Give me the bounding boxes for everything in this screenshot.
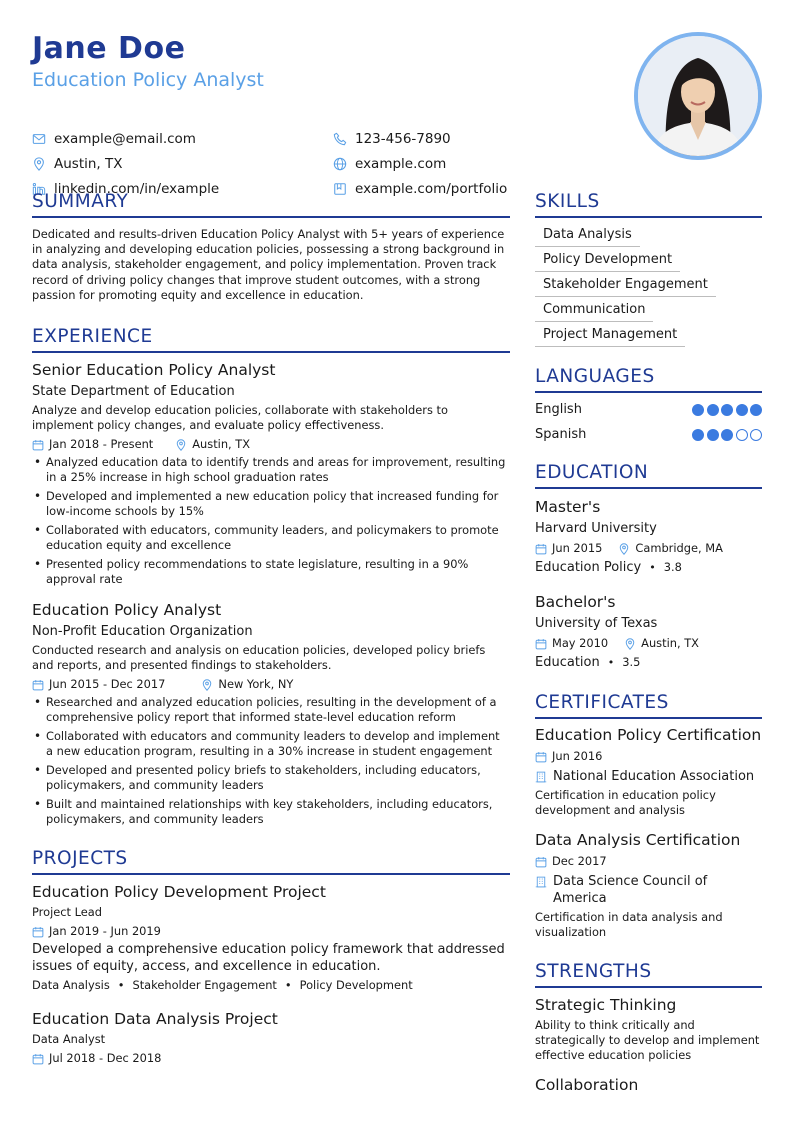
- project-description: Developed a comprehensive education policy framework that addressed issues of equity, access, and excellence in education.: [32, 942, 505, 975]
- project-entry: [32, 1009, 510, 1066]
- school: Harvard University: [535, 521, 657, 536]
- empty-dot: [736, 429, 748, 441]
- location-pin-icon: [175, 439, 187, 451]
- proficiency-rating: [690, 404, 763, 416]
- job-description: Conducted research and analysis on education policies, developed policy briefs and reports, and presented findings to stakeholders.: [32, 643, 486, 673]
- education-field: Education • 3.5: [535, 655, 641, 670]
- strength-title: Strategic Thinking: [535, 996, 677, 1014]
- certificate-title: Education Policy Certification: [535, 726, 762, 744]
- job-organization: Non-Profit Education Organization: [32, 624, 253, 640]
- education-meta: [535, 636, 762, 651]
- certificate-description: Certification in education policy development and analysis: [535, 788, 716, 817]
- graduation-date: Jun 2015: [552, 541, 603, 555]
- phone-icon: [333, 132, 347, 146]
- candidate-name: Jane Doe: [32, 31, 186, 66]
- proficiency-rating: [690, 429, 763, 441]
- building-icon: [535, 771, 547, 783]
- project-dates: Jan 2019 - Jun 2019: [49, 924, 161, 939]
- location-pin-icon: [32, 157, 46, 171]
- skills-list: [535, 224, 762, 347]
- project-meta: [32, 1051, 510, 1066]
- filled-dot: [692, 429, 704, 441]
- language-item: [535, 401, 762, 418]
- globe-icon: [333, 157, 347, 171]
- tag: Data Analysis: [32, 978, 110, 993]
- calendar-icon: [32, 1053, 44, 1065]
- school-location: Austin, TX: [641, 636, 699, 650]
- project-entry: [32, 882, 510, 993]
- tag: Policy Development: [299, 978, 413, 993]
- certificate-meta: [535, 749, 762, 764]
- field-of-study: Education: [535, 655, 600, 670]
- certificates-heading: CERTIFICATES: [535, 691, 762, 719]
- certificate-date: Jun 2016: [552, 749, 603, 763]
- language-name: Spanish: [535, 427, 587, 442]
- skill-item: Project Management: [535, 326, 685, 347]
- list-item: • Built and maintained relationships with key stakeholders, including educators, policymakers, and community leaders: [32, 797, 510, 827]
- skill-item: Policy Development: [535, 251, 680, 272]
- resume-header: [32, 30, 592, 197]
- tag: Stakeholder Engagement: [132, 978, 277, 993]
- certificate-date: Dec 2017: [552, 854, 607, 868]
- contact-location: Austin, TX: [32, 155, 123, 173]
- filled-dot: [721, 429, 733, 441]
- summary-heading: SUMMARY: [32, 190, 510, 218]
- right-column: [535, 190, 762, 1095]
- job-description: Analyze and develop education policies, collaborate with stakeholders to implement policy changes, and evaluate policy effectiveness.: [32, 403, 448, 433]
- certificate-description: Certification in data analysis and visualization: [535, 910, 723, 939]
- gpa: 3.8: [663, 560, 682, 574]
- skill-item: Communication: [535, 301, 653, 322]
- education-field: Education Policy • 3.8: [535, 560, 682, 575]
- filled-dot: [707, 429, 719, 441]
- education-entry: [535, 592, 762, 671]
- list-item: • Analyzed education data to identify trends and areas for improvement, resulting in a 25% increase in high school graduation rates: [32, 455, 510, 485]
- education-entry: [535, 497, 762, 576]
- calendar-icon: [535, 543, 547, 555]
- certificate-entry: [535, 830, 762, 940]
- calendar-icon: [535, 638, 547, 650]
- list-item: • Researched and analyzed education policies, resulting in the development of a comprehensive policy report that informed state-level education reform: [32, 695, 510, 725]
- filled-dot: [750, 404, 762, 416]
- job-meta: [32, 677, 510, 692]
- calendar-icon: [32, 679, 44, 691]
- left-column: [32, 190, 510, 1066]
- contact-linkedin[interactable]: linkedin.com/in/example: [32, 180, 219, 198]
- project-role: Project Lead: [32, 905, 102, 920]
- list-item: • Collaborated with educators and community leaders to develop and implement a new education program, resulting in a 30% increase in student engagement: [32, 729, 510, 759]
- contact-website[interactable]: example.com: [333, 155, 446, 173]
- degree: Bachelor's: [535, 593, 616, 611]
- strength-entry: [535, 1075, 762, 1095]
- location-pin-icon: [201, 679, 213, 691]
- language-item: [535, 426, 762, 443]
- skills-heading: SKILLS: [535, 190, 762, 218]
- job-dates: Jan 2018 - Present: [49, 437, 154, 452]
- experience-heading: EXPERIENCE: [32, 325, 510, 353]
- project-title: Education Data Analysis Project: [32, 1010, 278, 1029]
- languages-heading: LANGUAGES: [535, 365, 762, 393]
- list-item: • Developed and implemented a new education policy that increased funding for low-income schools by 15%: [32, 489, 510, 519]
- list-item: • Collaborated with educators, community leaders, and policymakers to promote education equity and excellence: [32, 523, 510, 553]
- project-tags: Data Analysis • Stakeholder Engagement • Policy Development: [32, 978, 413, 993]
- gpa: 3.5: [622, 655, 641, 669]
- school-location: Cambridge, MA: [635, 541, 723, 555]
- filled-dot: [692, 404, 704, 416]
- certificate-issuer: National Education Association: [535, 768, 762, 785]
- skill-item: Data Analysis: [535, 226, 640, 247]
- location-pin-icon: [624, 638, 636, 650]
- job-organization: State Department of Education: [32, 384, 235, 400]
- project-dates: Jul 2018 - Dec 2018: [49, 1051, 162, 1066]
- job-title: Senior Education Policy Analyst: [32, 361, 276, 380]
- summary-text: Dedicated and results-driven Education Policy Analyst with 5+ years of experience in analyzing and developing education policies, possessing a strong background in data analysis, stakeholder engagement, and policy implementation. Proven track record of driving policy changes that improve student outcomes, with a strong passion for promoting equity and excellence in education.: [32, 227, 505, 302]
- job-achievements: [32, 695, 510, 827]
- strength-description: Ability to think critically and strategically to develop and implement effective education policies: [535, 1018, 760, 1062]
- empty-dot: [750, 429, 762, 441]
- job-meta: [32, 437, 510, 452]
- job-location: Austin, TX: [192, 437, 251, 452]
- location-pin-icon: [618, 543, 630, 555]
- skill-item: Stakeholder Engagement: [535, 276, 716, 297]
- building-icon: [535, 876, 547, 888]
- job-entry: [32, 600, 510, 827]
- field-of-study: Education Policy: [535, 560, 642, 575]
- job-title: Education Policy Analyst: [32, 601, 222, 620]
- language-name: English: [535, 402, 582, 417]
- job-achievements: [32, 455, 510, 587]
- calendar-icon: [535, 856, 547, 868]
- calendar-icon: [32, 439, 44, 451]
- envelope-icon: [32, 132, 46, 146]
- graduation-date: May 2010: [552, 636, 609, 650]
- avatar: [638, 36, 758, 156]
- profile-photo: [634, 32, 762, 160]
- education-heading: EDUCATION: [535, 461, 762, 489]
- education-meta: [535, 541, 762, 556]
- certificate-issuer: Data Science Council of America: [535, 873, 762, 907]
- contact-phone[interactable]: 123-456-7890: [333, 130, 451, 148]
- degree: Master's: [535, 498, 601, 516]
- certificate-entry: [535, 725, 762, 818]
- school: University of Texas: [535, 616, 658, 631]
- projects-heading: PROJECTS: [32, 847, 510, 875]
- contact-portfolio[interactable]: example.com/portfolio: [333, 180, 507, 198]
- calendar-icon: [32, 926, 44, 938]
- strength-title: Collaboration: [535, 1076, 639, 1094]
- contact-email[interactable]: example@email.com: [32, 130, 196, 148]
- strength-entry: [535, 995, 762, 1063]
- project-role: Data Analyst: [32, 1032, 106, 1047]
- calendar-icon: [535, 751, 547, 763]
- candidate-title: Education Policy Analyst: [32, 69, 264, 91]
- job-dates: Jun 2015 - Dec 2017: [49, 677, 166, 692]
- certificate-title: Data Analysis Certification: [535, 831, 741, 849]
- project-title: Education Policy Development Project: [32, 883, 326, 902]
- job-location: New York, NY: [218, 677, 294, 692]
- list-item: • Presented policy recommendations to state legislature, resulting in a 90% approval rate: [32, 557, 510, 587]
- certificate-meta: [535, 854, 762, 869]
- list-item: • Developed and presented policy briefs to stakeholders, including educators, policymakers, and community leaders: [32, 763, 510, 793]
- job-entry: [32, 360, 510, 587]
- filled-dot: [721, 404, 733, 416]
- project-meta: [32, 924, 510, 939]
- filled-dot: [707, 404, 719, 416]
- strengths-heading: STRENGTHS: [535, 960, 762, 988]
- filled-dot: [736, 404, 748, 416]
